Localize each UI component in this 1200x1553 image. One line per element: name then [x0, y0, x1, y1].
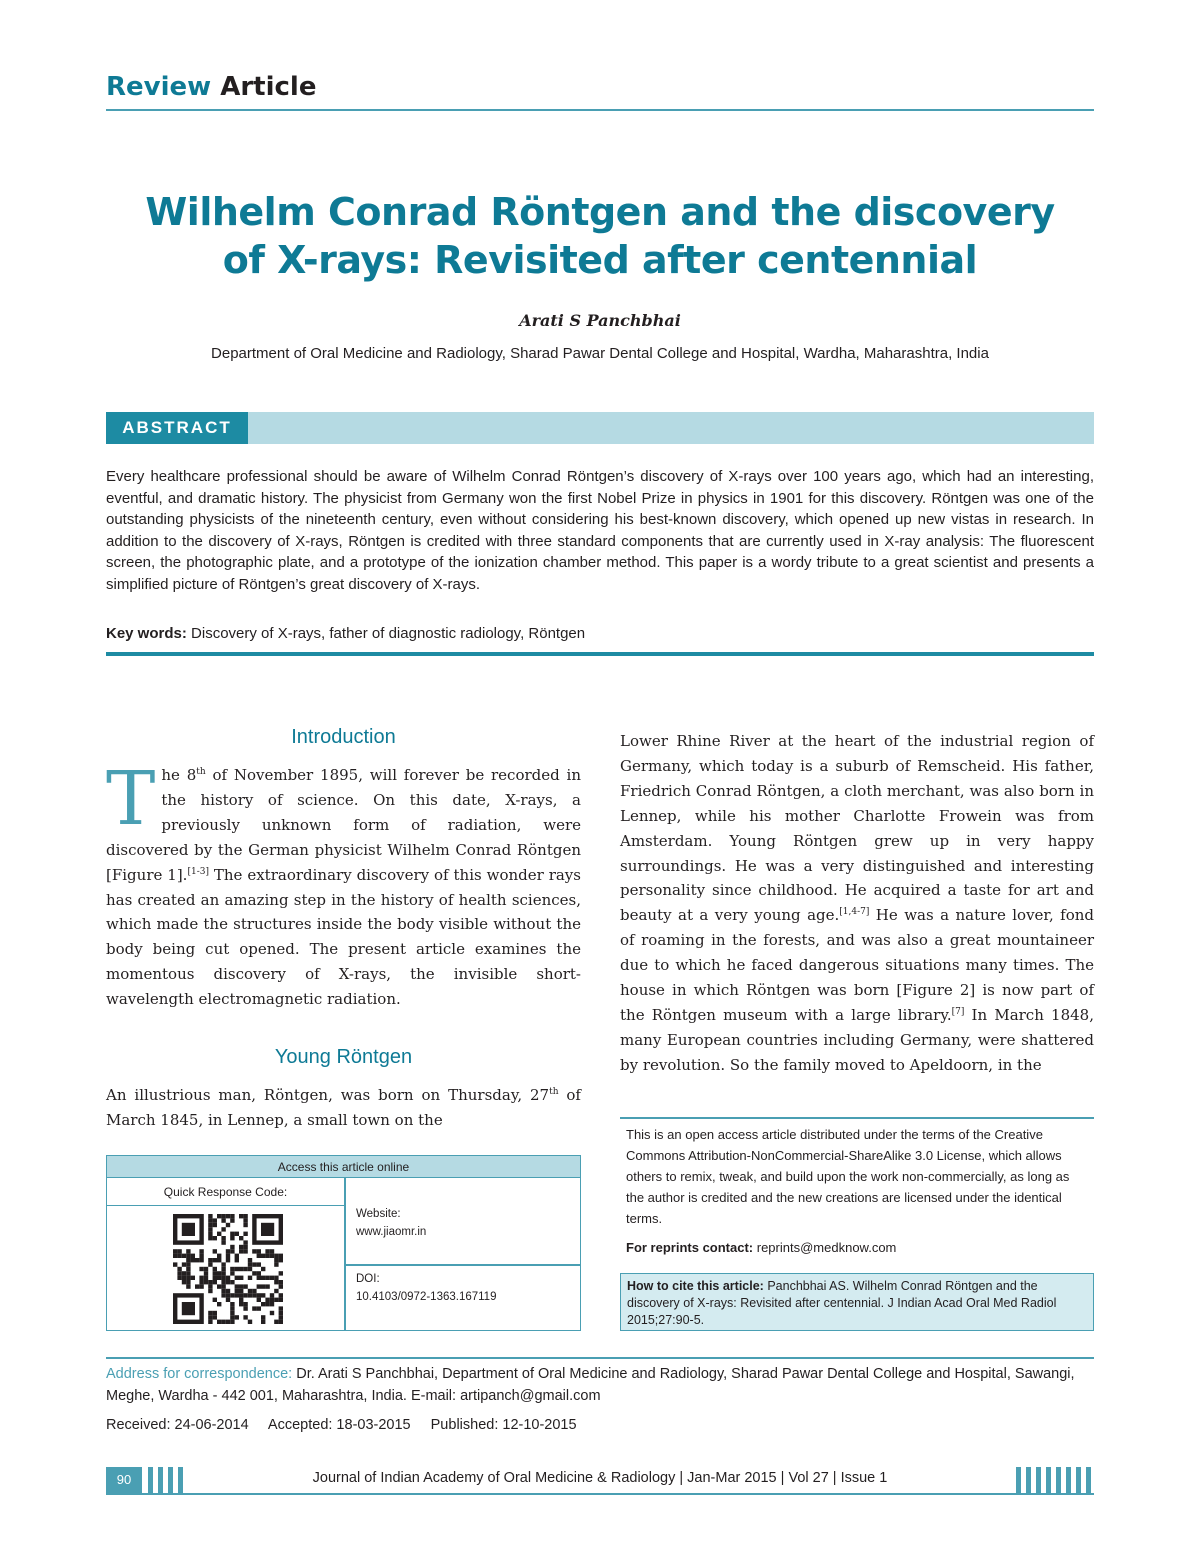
keywords: [106, 625, 1094, 642]
abstract-rule: [106, 652, 1094, 656]
doi-label: DOI:: [356, 1273, 380, 1285]
section-label: [106, 72, 316, 102]
title-line-1: Wilhelm Conrad Röntgen and the discovery: [145, 190, 1055, 234]
website-label: Website:: [356, 1208, 401, 1220]
correspondence: [106, 1363, 1094, 1407]
footer-rule: [106, 1493, 1094, 1495]
abstract-heading: ABSTRACT: [106, 412, 248, 444]
citation-ref[interactable]: [1,4-7]: [839, 907, 870, 918]
correspondence-rule: [106, 1357, 1094, 1359]
citation-box: [620, 1273, 1094, 1331]
page-number: 90: [106, 1467, 142, 1493]
young-text-a: An illustrious man, Röntgen, was born on Thursday, 27: [106, 1086, 550, 1105]
license-rule: [620, 1117, 1094, 1119]
license-text: This is an open access article distributed under the terms of the Creative Commons Attribution-NonCommercial-ShareAlike 3.0 License, which allows others to remix, tweak, and build upon the work non-commercially, as long as the author is credited and the new creations are licensed under the identical terms.: [626, 1127, 1070, 1226]
cite-text: Panchbhai AS. Wilhelm Conrad Röntgen and the discovery of X-rays: Revisited after centennial. J Indian Acad Oral Med Radiol 2015;27:90-5.: [627, 1279, 1057, 1327]
reprints-label: For reprints contact:: [626, 1240, 754, 1255]
abstract-text: Every healthcare professional should be aware of Wilhelm Conrad Röntgen’s discovery of X-rays over 100 years ago, which had an interesting, eventful, and dramatic history. The physicist from Germany won the first Nobel Prize in physics in 1901 for this discovery. Röntgen was one of the outstanding physicists of the nineteenth century, even without considering his best-known discovery, which opened up new vistas in research. In addition to the discovery of X-rays, Röntgen is credited with three standard components that are currently used in X-ray analysis: The fluorescent screen, the photographic plate, and a prototype of the ionization chamber method. This paper is a wordy tribute to a great scientist and presents a simplified picture of Röntgen’s great discovery of X-rays.: [106, 468, 1094, 593]
section-label-review: Review: [106, 72, 212, 102]
intro-paragraph: [106, 756, 581, 1012]
accepted-date: Accepted: 18-03-2015: [267, 1417, 411, 1433]
doi-divider: [346, 1264, 580, 1266]
published-date: Published: 12-10-2015: [430, 1417, 577, 1433]
article-dates: [106, 1417, 593, 1433]
qr-code-icon[interactable]: [173, 1214, 283, 1324]
header-rule: [106, 109, 1094, 111]
doi-link[interactable]: 10.4103/0972-1363.167119: [356, 1291, 497, 1303]
footer-bars-right: [1016, 1467, 1091, 1493]
qr-label: Quick Response Code:: [107, 1178, 344, 1206]
abstract-bar: [106, 412, 1094, 444]
correspondence-text: Dr. Arati S Panchbhai, Department of Oral Medicine and Radiology, Sharad Pawar Dental College and Hospital, Sawangi, Meghe, Wardha - 442 001, Maharashtra, India. E-mail: artipanch@gmail.com: [106, 1366, 1075, 1404]
citation-ref[interactable]: [7]: [951, 1006, 965, 1017]
right-text-c: In March 1848, many European countries including Germany, were shattered by revolution. So the family moved to Apeldoorn, in the: [620, 1005, 1094, 1074]
intro-text-b: of November 1895, will forever be recorded in the history of science. On this date, X-rays, a previously unknown form of radiation, were discovered by the German physicist Wilhelm Conrad Röntgen [Figure 1].: [106, 766, 581, 884]
young-heading: Young Röntgen: [274, 1046, 413, 1069]
intro-heading: Introduction: [291, 726, 396, 748]
keywords-list: Discovery of X-rays, father of diagnostic radiology, Röntgen: [191, 625, 586, 642]
author-name: Arati S Panchbhai: [519, 311, 681, 330]
right-column-paragraph: [620, 729, 1094, 1078]
received-date: Received: 24-06-2014: [106, 1417, 249, 1433]
section-label-article: Article: [220, 72, 317, 102]
reprints-email[interactable]: reprints@medknow.com: [756, 1240, 897, 1255]
drop-cap: T: [106, 756, 156, 842]
superscript: th: [549, 1087, 559, 1098]
access-divider: [344, 1178, 346, 1330]
article-title: [106, 188, 1094, 284]
young-text-b: of March 1845, in Lennep, a small town on the: [106, 1086, 581, 1129]
author-affiliation: Department of Oral Medicine and Radiology, Sharad Pawar Dental College and Hospital, Wardha, Maharashtra, India: [211, 345, 989, 362]
left-column: [106, 726, 581, 1133]
citation-ref[interactable]: [1-3]: [187, 866, 209, 877]
intro-text-a: he 8: [161, 766, 197, 784]
correspondence-label: Address for correspondence:: [106, 1366, 293, 1382]
right-text-a: Lower Rhine River at the heart of the industrial region of Germany, which today is a suburb of Remscheid. His father, Friedrich Conrad Röntgen, a cloth merchant, was also born in Lennep, while his mother Charlotte Frowein was from Amsterdam. Young Röntgen grew up in very happy surroundings. He was a very distinguished and interesting personality since childhood. He acquired a taste for art and beauty at a very young age.: [620, 732, 1094, 925]
website-link[interactable]: www.jiaomr.in: [356, 1226, 427, 1238]
keywords-label: Key words:: [106, 625, 187, 642]
access-online-box: [106, 1155, 581, 1331]
intro-text-c: The extraordinary discovery of this wonder rays has created an amazing step in the history of health sciences, which made the structures inside the body visible without the body being cut opened. The present article examines the momentous discovery of X-rays, the invisible short-wavelength electromagnetic radiation.: [106, 865, 581, 1009]
superscript: th: [196, 767, 206, 777]
journal-footer: Journal of Indian Academy of Oral Medicine & Radiology | Jan-Mar 2015 | Vol 27 | Issue 1: [312, 1470, 888, 1486]
right-text-b: He was a nature lover, fond of roaming in the forests, and was also a great mountaineer due to which he faced dangerous situations many times. The house in which Röntgen was born [Figure 2] is now part of the Röntgen museum with a large library.: [620, 906, 1094, 1024]
reprints-contact: [626, 1240, 896, 1255]
access-heading: Access this article online: [107, 1156, 580, 1178]
cite-label: How to cite this article:: [627, 1279, 764, 1293]
young-paragraph: [106, 1083, 581, 1133]
title-line-2: of X-rays: Revisited after centennial: [222, 238, 978, 282]
